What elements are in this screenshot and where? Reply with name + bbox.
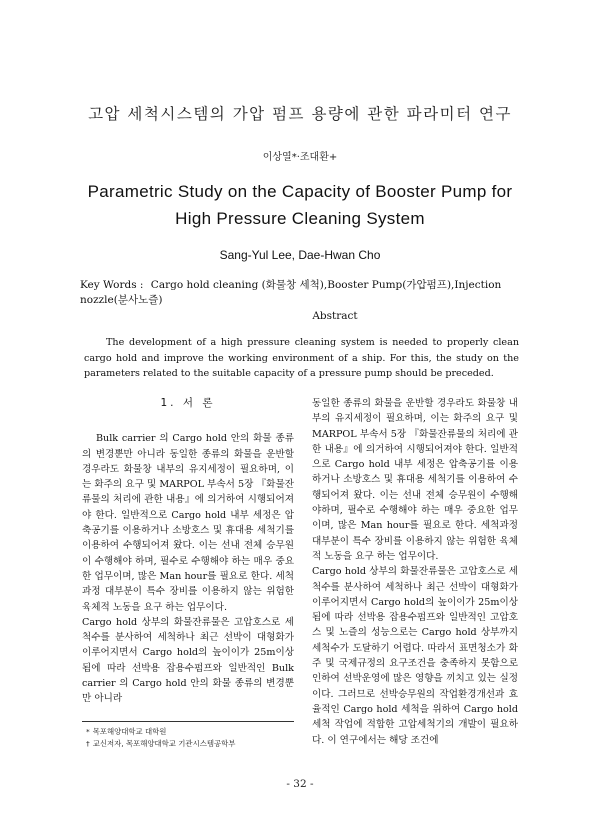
keywords-text: Cargo hold cleaning (화물창 세척),Booster Pump(가압펌프),Injection nozzle(분사노즐) xyxy=(80,279,502,306)
footnote-2-mark: † xyxy=(86,739,90,748)
left-paragraph-1: Bulk carrier 의 Cargo hold 안의 화물 종류의 변경뿐만 아니라 동일한 종류의 화물을 운반할 경우라도 화물창 내부의 유지세정이 필요하며, 이는 화주의 요구 및 MARPOL 부속서 5장 『화물잔류물의 처리에 관한 내용』에 의거하여 시행되어져야 한다. 일반적으로 Cargo hold 내부 세정은 압축공기를 이용하거나 소방호스 및 휴대용 세척기를 이용하여 수행되어져 왔다. 이는 선내 전체 승무원이 수행해야 하며, 필수로 수행해야 하는 매우 중요한 업무이며, 많은 Man hour를 필요로 한다. 세척과정 대부분이 특수 장비를 이용하지 않는 위험한 육체적 노동을 요구 하는 업무이다. xyxy=(82,433,294,613)
authors-english: Sang-Yul Lee, Dae-Hwan Cho xyxy=(219,248,381,262)
right-column xyxy=(312,396,518,748)
right-paragraph-1: 동일한 종류의 화물을 운반할 경우라도 화물창 내부의 유지세정이 필요하며, 이는 화주의 요구 및 MARPOL 부속서 5장 『화물잔류물의 처리에 관한 내용』에 의거하여 시행되어져야 한다. 일반적으로 Cargo hold 내부 세정은 압축공기를 이용하거나 소방호스 및 휴대용 세척기를 이용하여 수행되어져 왔다. 이는 선내 전체 승무원이 수행해야하며, 필수로 수행해야 하는 매우 중요한 업무이며, 많은 Man hour를 필요로 한다. 세척과정 대부분이 특수 장비를 이용하지 않는 위험한 육체적 노동을 요구 하는 업무이다. xyxy=(312,398,518,562)
title-korean: 고압 세척시스템의 가압 펌프 용량에 관한 파라미터 연구 xyxy=(88,105,512,123)
keywords-label: Key Words : xyxy=(80,279,144,291)
title-english-line-1: Parametric Study on the Capacity of Booster Pump for xyxy=(87,182,513,201)
footnote-1-mark: * xyxy=(86,727,90,736)
footnotes xyxy=(86,726,298,750)
footnote-2 xyxy=(86,738,298,750)
abstract-body: The development of a high pressure cleaning system is needed to properly clean cargo hold and improve the working environment of a ship. For this, the study on the parameters related to the suitable capacity of a pressure pump should be preceded. xyxy=(84,337,519,379)
footnote-divider xyxy=(82,721,294,722)
title-english xyxy=(0,178,600,232)
keywords xyxy=(80,278,535,308)
right-paragraph-2: Cargo hold 상부의 화물잔류물은 고압호스로 세척수를 분사하여 세척하나 최근 선박이 대형화가 이루어지면서 Cargo hold의 높이이가 25m이상 됨에 따라 선박용 잡용수펌프와 일반적인 고압호스 및 노즐의 성능으로는 Cargo hold 상부까지 세척수가 도달하기 어렵다. 따라서 표면청소가 화주 및 국제규정의 요구조건을 충족하지 못함으로 인하여 선박운영에 많은 영향을 끼치고 있는 실정이다. 그러므로 선박승무원의 작업환경개선과 효율적인 Cargo hold 세척을 위하여 Cargo hold 세척 작업에 적합한 고압세척기의 개발이 필요하다. 이 연구에서는 해당 조건에 xyxy=(312,566,518,746)
authors-korean: 이상열*·조대환+ xyxy=(262,152,338,163)
footnote-2-text: 교신저자, 목포해양대학교 기관시스템공학부 xyxy=(92,739,236,748)
footnote-1 xyxy=(86,726,298,738)
page-number: - 32 - xyxy=(286,778,314,790)
footnote-1-text: 목포해양대학교 대학원 xyxy=(92,727,167,736)
section-heading-introduction: 1. 서 론 xyxy=(160,397,216,409)
left-column xyxy=(82,396,294,707)
left-paragraph-2: Cargo hold 상부의 화물잔류물은 고압호스로 세척수를 분사하여 세척하나 최근 선박이 대형화가 이루어지면서 Cargo hold의 높이이가 25m이상 됨에 따라 선박용 잡용수펌프와 일반적인 Bulk carrier 의 Cargo hold 안의 화물 종류의 변경뿐만 아니라 xyxy=(82,616,294,705)
title-english-line-2: High Pressure Cleaning System xyxy=(175,209,425,228)
abstract-heading: Abstract xyxy=(312,310,358,322)
